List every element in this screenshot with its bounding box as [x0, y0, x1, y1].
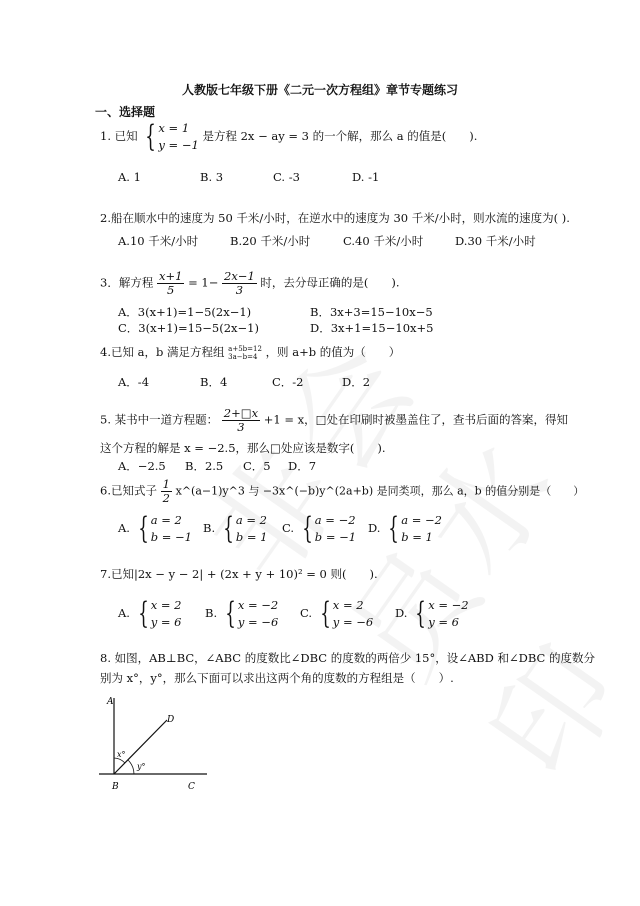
label-a: A	[107, 697, 114, 707]
question-5-line2: 这个方程的解是 x = −2.5，那么□处应该是数字( ).	[100, 441, 386, 455]
label-c: C	[188, 782, 195, 792]
q2-option-c[interactable]: C.40 千米/小时	[343, 234, 424, 248]
q1-option-b[interactable]: B. 3	[200, 170, 224, 184]
q1-option-d[interactable]: D. -1	[352, 170, 380, 184]
question-1	[100, 120, 477, 154]
q7-option-c[interactable]: C. { x = 2 y = −6	[300, 596, 374, 631]
label-y: y°	[137, 762, 146, 771]
q6-option-b[interactable]: B. { a = 2 b = 1	[203, 511, 268, 546]
q5-option-d[interactable]: D．7	[288, 459, 317, 473]
q2-option-b[interactable]: B.20 千米/小时	[230, 234, 311, 248]
question-8-line2: 别为 x°，y°，那么下面可以求出这两个角的度数的方程组是（ ）.	[100, 671, 454, 685]
q5-option-a[interactable]: A．−2.5	[118, 459, 166, 473]
q7-option-a[interactable]: A. { x = 2 y = 6	[118, 596, 182, 631]
q6-option-a[interactable]: A. { a = 2 b = −1	[118, 511, 192, 546]
q1-option-c[interactable]: C. -3	[273, 170, 300, 184]
q4-option-c[interactable]: C．-2	[272, 375, 304, 389]
label-x: x°	[117, 750, 126, 759]
page-title: 人教版七年级下册《二元一次方程组》章节专题练习	[181, 83, 458, 97]
q3-option-c[interactable]: C．3(x+1)=15−5(2x−1)	[118, 321, 259, 335]
q2-option-a[interactable]: A.10 千米/小时	[118, 234, 199, 248]
q6-option-c[interactable]: C. { a = −2 b = −1	[282, 511, 357, 546]
q3-option-d[interactable]: D．3x+1=15−10x+5	[310, 321, 434, 335]
label-b: B	[112, 782, 119, 792]
q4-option-a[interactable]: A．-4	[118, 375, 150, 389]
q1-text: 是方程 2x − ay = 3 的一个解，那么 a 的值是( ).	[202, 129, 478, 143]
q5-option-b[interactable]: B．2.5	[185, 459, 224, 473]
q7-option-d[interactable]: D. { x = −2 y = 6	[395, 596, 469, 631]
q7-option-b[interactable]: B. { x = −2 y = −6	[205, 596, 279, 631]
question-5: 5. 某书中一道方程题： $\frac{2+□x}{3}$ +1 = x，□处在印刷时被墨盖住了，查书后面的答案，得知	[100, 406, 569, 434]
q6-option-d[interactable]: D. { a = −2 b = 1	[368, 511, 442, 546]
q3-option-a[interactable]: A．3(x+1)=1−5(2x−1)	[118, 305, 252, 319]
q4-system: a+5b=12 3a−b=4	[228, 345, 262, 361]
q2-option-d[interactable]: D.30 千米/小时	[455, 234, 536, 248]
question-8: 8. 如图，AB⊥BC，∠ABC 的度数比∠DBC 的度数的两倍少 15°，设∠ABD 和∠DBC 的度数分	[100, 651, 595, 665]
arc-y	[128, 760, 134, 774]
q3-option-b[interactable]: B．3x+3=15−10x−5	[310, 305, 433, 319]
q4-option-b[interactable]: B．4	[200, 375, 228, 389]
question-7: 7.已知|2x − y − 2| + (2x + y + 10)² = 0 则( ).	[100, 567, 378, 581]
q5-option-c[interactable]: C．5	[243, 459, 271, 473]
angle-figure	[95, 692, 225, 794]
question-4: 4.已知 a，b 满足方程组 a+5b=12 3a−b=4 ，则 a+b 的值为（ ）	[100, 345, 401, 361]
q4-option-d[interactable]: D．2	[342, 375, 371, 389]
question-6: 6.已知式子 $\frac{1}{2}$ x^(a−1)y^3 与 −3x^(−b)y^(2a+b) 是同类项，那么 a，b 的值分别是（ ）	[100, 477, 585, 505]
question-2: 2.船在顺水中的速度为 50 千米/小时，在逆水中的速度为 30 千米/小时，则水流的速度为( ).	[100, 211, 570, 225]
label-d: D	[167, 715, 175, 725]
question-3: 3．解方程 $\frac{x+1}{5}$ = 1− $\frac{2x-1}{3}$ 时，去分母正确的是( ).	[100, 269, 400, 297]
q1-prefix: 1. 已知	[100, 129, 138, 143]
q1-system: { x = 1 y = −1	[145, 119, 199, 154]
section-heading: 一、选择题	[95, 105, 156, 119]
q1-option-a[interactable]: A. 1	[118, 170, 141, 184]
